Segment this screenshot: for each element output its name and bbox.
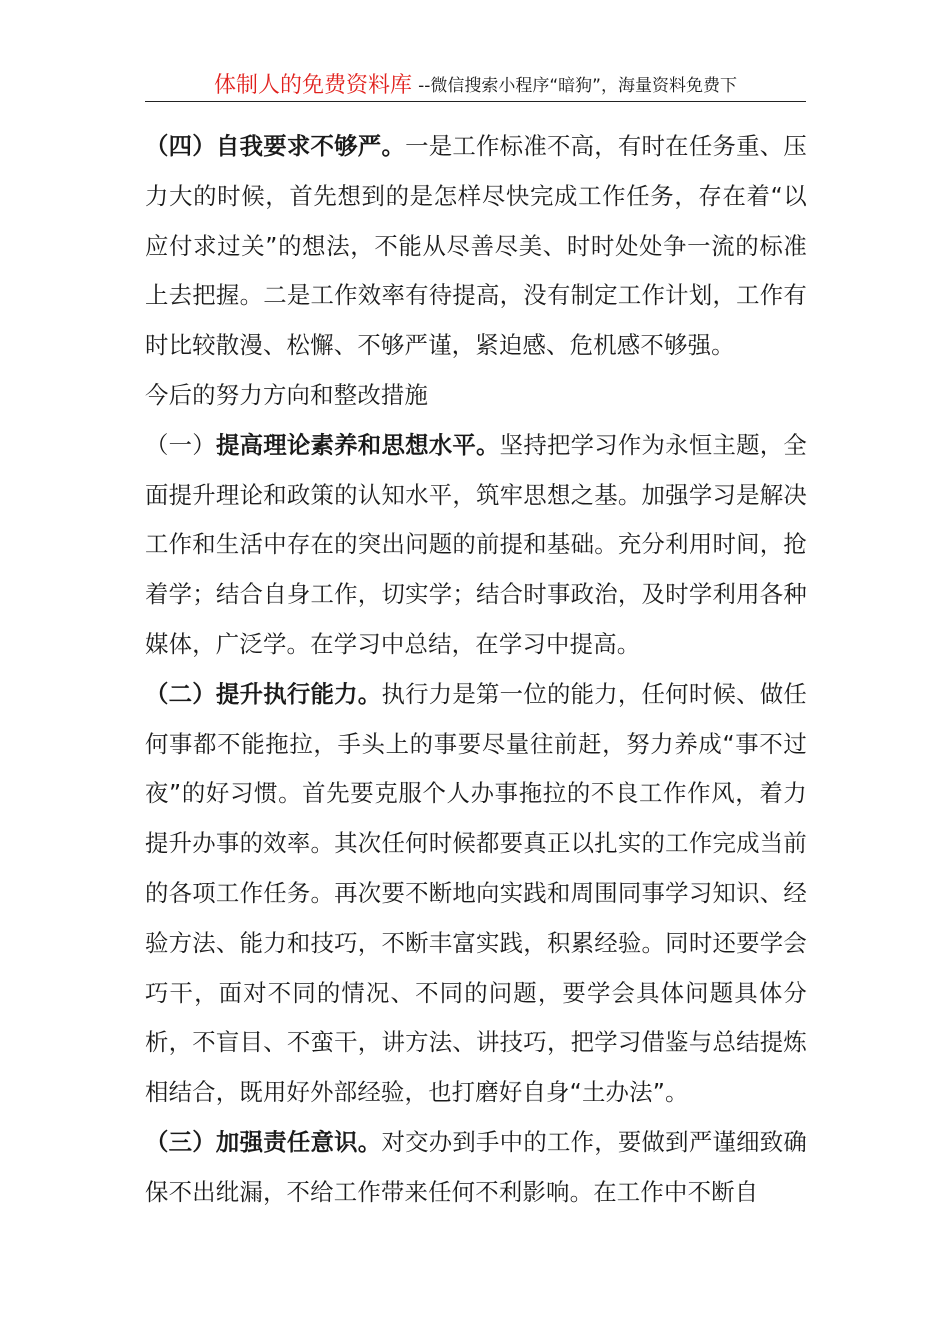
paragraph-measure-1: [145, 421, 807, 670]
header-brand: 体制人的免费资料库: [214, 73, 413, 98]
section-heading: [145, 371, 807, 421]
measure-1-prefix: （一）: [145, 430, 216, 459]
measure-3-text: 对交办到手中的工作，要做到严谨细致确保不出纰漏，不给工作带来任何不利影响。在工作中不断自: [145, 1127, 807, 1206]
paragraph-section-4: [145, 122, 807, 371]
paragraph-measure-2: [145, 670, 807, 1118]
measure-3-lead: （三）加强责任意识。: [145, 1127, 382, 1156]
measure-1-lead: 提高理论素养和思想水平。: [215, 430, 500, 459]
measure-2-lead: （二）提升执行能力。: [145, 679, 382, 708]
section-4-lead: （四）自我要求不够严。: [145, 132, 406, 160]
measure-1-text: 坚持把学习作为永恒主题，全面提升理论和政策的认知水平，筑牢思想之基。加强学习是解决工作和生活中存在的突出问题的前提和基础。充分利用时间，抢着学；结合自身工作，切实学；结合时事政治，及时学利用各种媒体，广泛学。在学习中总结，在学习中提高。: [145, 430, 807, 658]
page-header: [145, 66, 806, 102]
document-body: [145, 122, 807, 1218]
heading-text: 今后的努力方向和整改措施: [145, 380, 429, 409]
measure-2-text: 执行力是第一位的能力，任何时候、做任何事都不能拖拉，手头上的事要尽量往前赶，努力养成“事不过夜”的好习惯。首先要克服个人办事拖拉的不良工作作风，着力提升办事的效率。其次任何时候都要真正以扎实的工作完成当前的各项工作任务。再次要不断地向实践和周围同事学习知识、经验方法、能力和技巧，不断丰富实践，积累经验。同时还要学会巧干，面对不同的情况、不同的问题，要学会具体问题具体分析，不盲目、不蛮干，讲方法、讲技巧，把学习借鉴与总结提炼相结合，既用好外部经验，也打磨好自身“土办法”。: [145, 679, 807, 1107]
paragraph-measure-3: [145, 1118, 807, 1218]
section-4-text: 一是工作标准不高，有时在任务重、压力大的时候，首先想到的是怎样尽快完成工作任务，存在着“以应付求过关”的想法，不能从尽善尽美、时时处处争一流的标准上去把握。二是工作效率有待提高，没有制定工作计划，工作有时比较散漫、松懈、不够严谨，紧迫感、危机感不够强。: [145, 132, 807, 360]
header-tagline: --微信搜索小程序“暗狗”，海量资料免费下: [418, 76, 737, 96]
